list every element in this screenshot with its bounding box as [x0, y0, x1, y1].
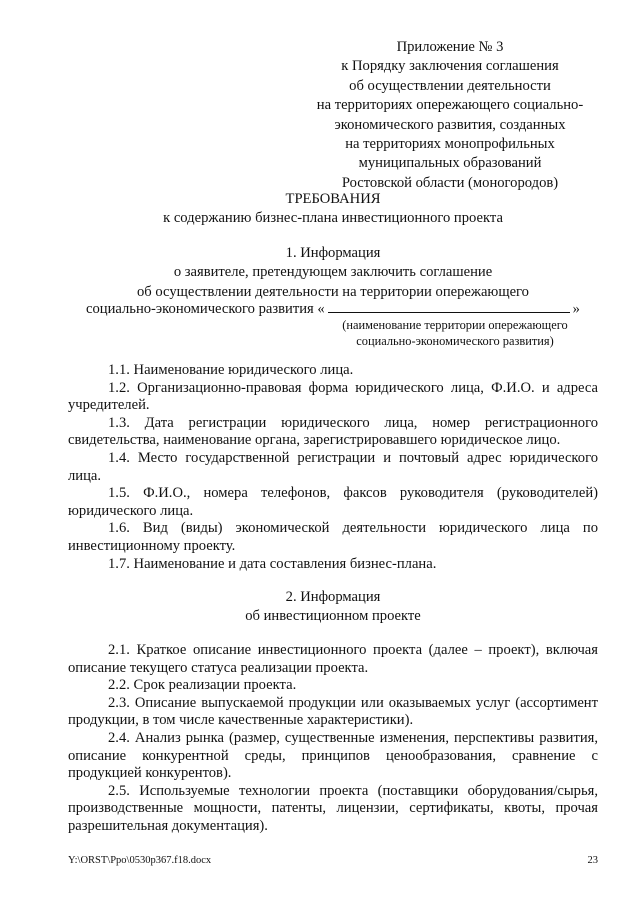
list-item: 1.5. Ф.И.О., номера телефонов, факсов руководителя (руководителей) юридического лица. [68, 485, 598, 519]
section2-heading: 2. Информация [285, 589, 381, 605]
file-path: Y:\ORST\Ppo\0530p367.f18.docx [68, 855, 212, 866]
section1-heading-block [68, 244, 598, 302]
section1-heading-line: о заявителе, претендующем заключить соглашение [173, 264, 493, 281]
title-main: ТРЕБОВАНИЯ [285, 191, 381, 207]
appendix-line: Приложение № 3 [396, 39, 504, 55]
list-item: 2.2. Срок реализации проекта. [108, 677, 297, 694]
appendix-line: на территориях опережающего социально- [316, 97, 584, 114]
territory-fill-line [68, 300, 598, 319]
section1-items [68, 362, 598, 573]
title-sub: к содержанию бизнес-плана инвестиционного проекта [163, 210, 503, 227]
list-item: 2.4. Анализ рынка (размер, существенные изменения, перспективы развития, описание конкурентной среды, принципов ценообразования, сравнение с продукцией конкурентов). [68, 729, 598, 782]
document-title [68, 190, 598, 229]
list-item: 1.2. Организационно-правовая форма юридического лица, Ф.И.О. и адреса учредителей. [68, 379, 598, 414]
territory-suffix: » [572, 301, 580, 317]
list-item: 2.3. Описание выпускаемой продукции или оказываемых услуг (ассортимент продукции, в том числе качественные характеристики). [68, 694, 598, 729]
list-item: 1.6. Вид (виды) экономической деятельности юридического лица по инвестиционному проекту. [68, 520, 598, 554]
caption-line: (наименование территории опережающего [342, 318, 568, 332]
appendix-line: экономического развития, созданных [334, 116, 566, 133]
list-item: 1.3. Дата регистрации юридического лица, номер регистрационного свидетельства, наименование органа, зарегистрировавшего юридическое лицо. [68, 414, 598, 449]
appendix-line: на территориях монопрофильных [345, 136, 555, 153]
section2-heading-block [68, 588, 598, 627]
page-number: 23 [587, 855, 598, 866]
list-item: 2.5. Используемые технологии проекта (поставщики оборудования/сырья, производственные мощности, патенты, лицензии, сертификаты, квоты, прочая разрешительная документация). [68, 782, 598, 834]
appendix-header [300, 38, 600, 193]
section2-items [68, 642, 598, 836]
list-item: 1.1. Наименование юридического лица. [108, 362, 354, 378]
page-footer [68, 855, 598, 869]
appendix-line: муниципальных образований [358, 155, 542, 172]
territory-prefix: социально-экономического развития « [86, 301, 325, 317]
appendix-line: Ростовской области (моногородов) [341, 174, 559, 191]
section2-sub: об инвестиционном проекте [245, 608, 421, 625]
appendix-line: к Порядку заключения соглашения [341, 58, 559, 75]
territory-caption [330, 318, 580, 349]
caption-line: социально-экономического развития) [356, 333, 554, 348]
list-item: 1.7. Наименование и дата составления бизнес-плана. [108, 555, 437, 572]
section1-heading: 1. Информация [285, 245, 381, 261]
list-item: 2.1. Краткое описание инвестиционного проекта (далее – проект), включая описание текущего статуса реализации проекта. [68, 642, 598, 676]
appendix-line: об осуществлении деятельности [349, 77, 551, 94]
territory-blank-field[interactable] [328, 300, 570, 313]
section1-heading-line: об осуществлении деятельности на территории опережающего [137, 283, 529, 300]
list-item: 1.4. Место государственной регистрации и почтовый адрес юридического лица. [68, 449, 598, 484]
